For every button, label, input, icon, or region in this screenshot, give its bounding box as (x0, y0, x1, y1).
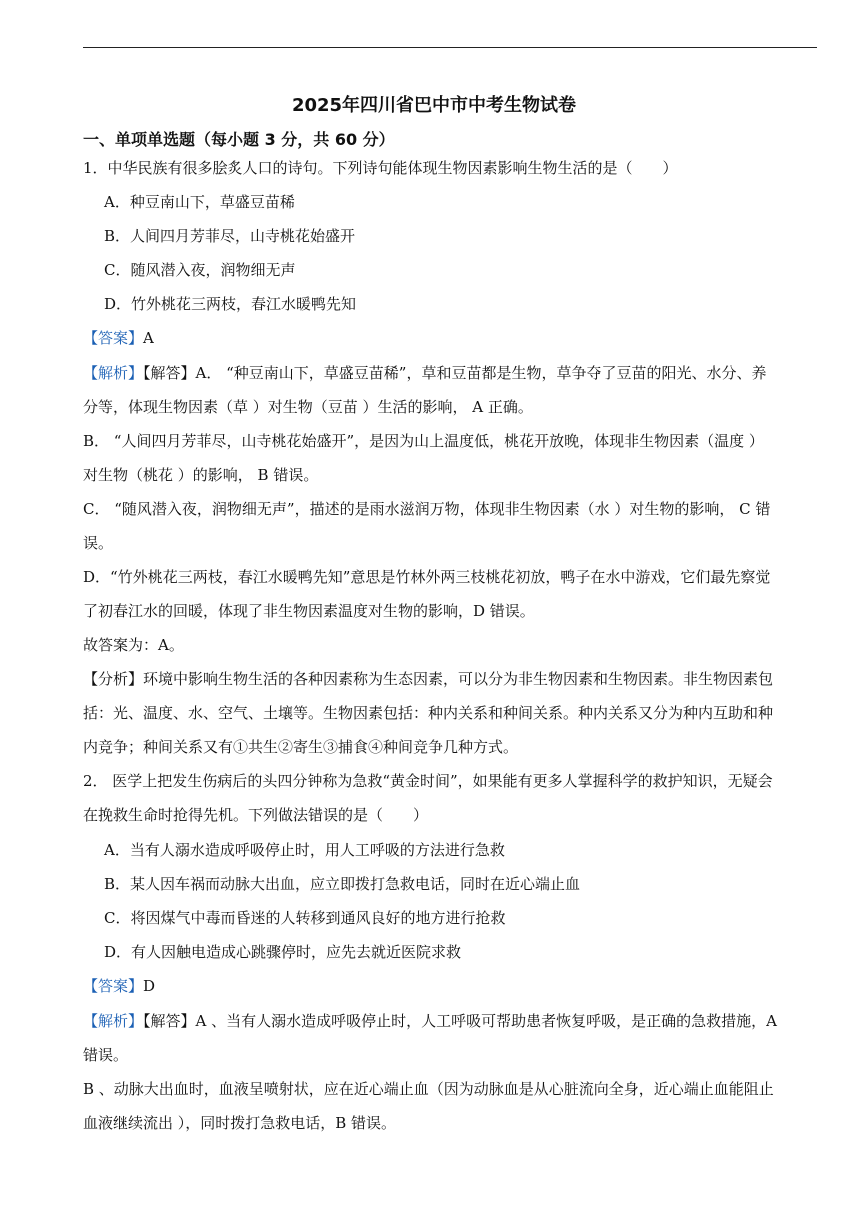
page-title: 2025年四川省巴中市中考生物试卷 (291, 95, 577, 116)
q2-analysis-line: B 、动脉大出血时，血液呈喷射状，应在近心端止血（因为动脉血是从心脏流向全身，近心端止血能阻止 (83, 1080, 774, 1098)
question-1-stem: 1．中华民族有很多脍炙人口的诗句。下列诗句能体现生物因素影响生物生活的是（ ） (83, 159, 678, 177)
q1-analysis-line: 【分析】环境中影响生物生活的各种因素称为生态因素，可以分为非生物因素和生物因素。非生物因素包 (83, 670, 774, 688)
analysis-tag: 【解析】 (83, 364, 144, 382)
q1-answer (83, 328, 823, 348)
q1-analysis-line: B． “人间四月芳菲尽，山寺桃花始盛开”，是因为山上温度低，桃花开放晚，体现非生物因素（温度 ） (83, 432, 764, 450)
q1-analysis-line: D．“竹外桃花三两枝，春江水暖鸭先知”意思是竹林外两三枝桃花初放，鸭子在水中游戏，它们最先察觉 (83, 568, 771, 586)
q1-analysis-line: 误。 (83, 534, 114, 552)
q2-analysis-line: 错误。 (83, 1046, 129, 1064)
answer-tag: 【答案】 (83, 977, 144, 995)
q2-answer (83, 976, 823, 996)
answer-value: D (143, 977, 156, 995)
q1-analysis-line: C． “随风潜入夜，润物细无声”，描述的是雨水滋润万物，体现非生物因素（水 ）对生物的影响， C 错 (83, 500, 771, 518)
q2-option-c: C．将因煤气中毒而昏迷的人转移到通风良好的地方进行抢救 (104, 909, 506, 927)
analysis-text: 【解答】A． “种豆南山下，草盛豆苗稀”，草和豆苗都是生物，草争夺了豆苗的阳光、水分、养 (143, 364, 767, 382)
q1-analysis-line: 分等，体现生物因素（草 ）对生物（豆苗 ）生活的影响， A 正确。 (83, 398, 533, 416)
question-2-stem: 在挽救生命时抢得先机。下列做法错误的是（ ） (83, 806, 429, 824)
q1-option-a: A．种豆南山下，草盛豆苗稀 (104, 193, 295, 211)
q2-analysis-line (83, 1011, 823, 1031)
q2-option-b: B．某人因车祸而动脉大出血，应立即拨打急救电话，同时在近心端止血 (104, 875, 581, 893)
q2-analysis-line: 血液继续流出 ），同时拨打急救电话，B 错误。 (83, 1114, 397, 1132)
q1-analysis-line: 故答案为：A。 (83, 636, 184, 654)
q1-analysis-line: 内竞争；种间关系又有①共生②寄生③捕食④种间竞争几种方式。 (83, 738, 519, 756)
q1-analysis-line: 了初春江水的回暖，体现了非生物因素温度对生物的影响，D 错误。 (83, 602, 535, 620)
q1-analysis-line: 对生物（桃花 ）的影响， B 错误。 (83, 466, 319, 484)
header-rule (83, 47, 817, 48)
section-heading: 一、单项单选题（每小题 3 分，共 60 分） (83, 130, 395, 149)
analysis-text: 【解答】A 、当有人溺水造成呼吸停止时，人工呼吸可帮助患者恢复呼吸，是正确的急救措施，A (143, 1012, 777, 1030)
q2-option-a: A．当有人溺水造成呼吸停止时，用人工呼吸的方法进行急救 (104, 841, 505, 859)
q1-option-c: C．随风潜入夜，润物细无声 (104, 261, 296, 279)
q2-option-d: D．有人因触电造成心跳骤停时，应先去就近医院求救 (104, 943, 462, 961)
answer-value: A (143, 329, 154, 347)
q1-analysis-line: 括：光、温度、水、空气、土壤等。生物因素包括：种内关系和种间关系。种内关系又分为种内互助和种 (83, 704, 774, 722)
answer-tag: 【答案】 (83, 329, 144, 347)
q1-analysis-line (83, 363, 823, 383)
q1-option-d: D．竹外桃花三两枝，春江水暖鸭先知 (104, 295, 357, 313)
q1-option-b: B．人间四月芳菲尽，山寺桃花始盛开 (104, 227, 356, 245)
question-2-stem: 2． 医学上把发生伤病后的头四分钟称为急救“黄金时间”，如果能有更多人掌握科学的救护知识，无疑会 (83, 772, 773, 790)
analysis-tag: 【解析】 (83, 1012, 144, 1030)
